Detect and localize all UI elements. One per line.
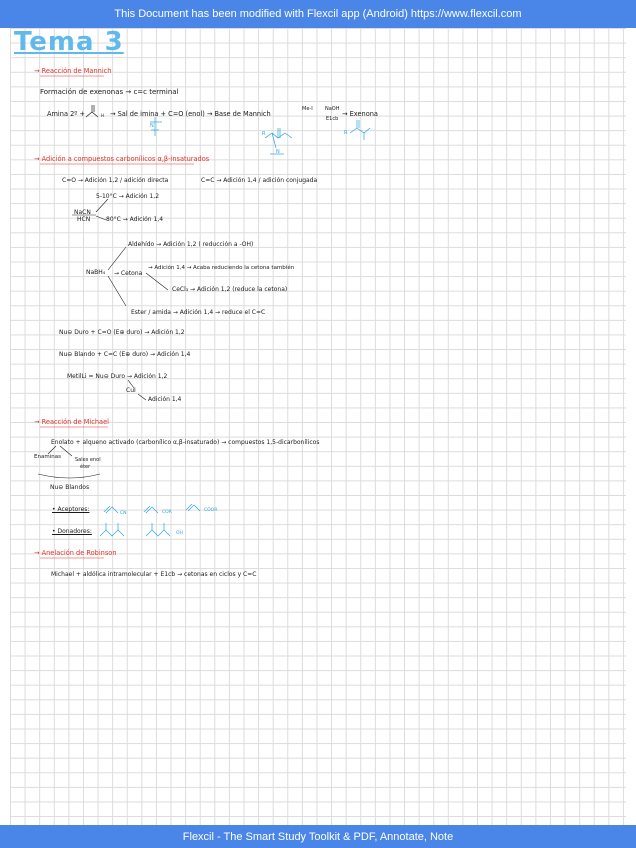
aceptor-cn: CN bbox=[120, 511, 127, 516]
donador-oh: OH bbox=[176, 531, 183, 536]
mannich-line-2: → Sal de imina + C=O (enol) → Base de Mannich bbox=[110, 110, 271, 118]
nacn-branches bbox=[72, 199, 108, 220]
cui-adicion: Adición 1,4 bbox=[148, 396, 182, 403]
michael-heading: → Reacción de Michael bbox=[34, 418, 109, 426]
michael-aceptores: • Aceptores: bbox=[52, 506, 90, 513]
mannich-line-1: Formación de exenonas → c=c terminal bbox=[40, 88, 179, 96]
flexcil-bottom-banner: Flexcil - The Smart Study Toolkit & PDF, Annotate, Note bbox=[0, 825, 636, 848]
aceptores-structures bbox=[104, 504, 200, 513]
flexcil-top-banner: This Document has been modified with Flexcil app (Android) https://www.flexcil.com bbox=[0, 0, 636, 28]
nabh4-cecl3: CeCl₃ → Adición 1,2 (reduce la cetona) bbox=[172, 286, 288, 293]
michael-eter: éter bbox=[80, 464, 91, 470]
mannich-heading: → Reacción de Mannich bbox=[34, 67, 112, 75]
michael-nu-blandos: Nu⊖ Blandos bbox=[50, 484, 90, 491]
cui-branch bbox=[128, 380, 146, 400]
robinson-heading: → Anelación de Robinson bbox=[34, 549, 117, 557]
nabh4-aldehido: Aldehído → Adición 1,2 ( reducción a -OH) bbox=[128, 241, 254, 248]
nabh4-label: NaBH₄ bbox=[86, 269, 106, 276]
iminium-structure bbox=[150, 117, 162, 136]
adicion-c-c: C=C → Adición 1,4 / adición conjugada bbox=[201, 177, 318, 184]
adicion-c-o: C=O → Adición 1,2 / adición directa bbox=[62, 177, 169, 184]
michael-enaminas: Enaminas bbox=[34, 454, 61, 460]
mannich-amina: Amina 2º + bbox=[47, 110, 86, 118]
hcn-label: HCN bbox=[77, 216, 91, 223]
nu-duro-line: Nu⊖ Duro + C=O (E⊕ duro) → Adición 1,2 bbox=[59, 329, 185, 336]
nabh4-cetona-14: → Adición 1,4 → Acaba reduciendo la cetona también bbox=[148, 265, 295, 271]
mannich-exenona: → Exenona bbox=[342, 110, 378, 118]
mannich-iminium-n: N bbox=[150, 123, 154, 129]
mannich-naoh: NaOH bbox=[325, 106, 340, 112]
michael-line-1: Enolato + alqueno activado (carbonílico α,β-insaturado) → compuestos 1,5-dicarbonílicos bbox=[51, 439, 320, 446]
michael-sales: Sales enol bbox=[75, 457, 101, 463]
mannich-mei: Me-I bbox=[302, 106, 313, 112]
mannich-base-n: N bbox=[276, 149, 280, 155]
mannich-e1cb: E1cb bbox=[326, 116, 339, 122]
mannich-base-r: R bbox=[262, 131, 266, 137]
nacn-label: NaCN bbox=[74, 209, 91, 216]
page-title: Tema 3 bbox=[14, 27, 124, 57]
nu-blando-line: Nu⊖ Blando + C=C (E⊕ duro) → Adición 1,4 bbox=[59, 351, 191, 358]
nacn-cold: 5-10°C → Adición 1,2 bbox=[96, 193, 160, 200]
ketone-structure bbox=[86, 105, 98, 117]
mannich-base-structure bbox=[265, 128, 292, 154]
adicion-heading: → Adición a compuestos carbonílicos α,β-insaturados bbox=[34, 155, 210, 163]
aceptor-cor: COR bbox=[162, 510, 172, 515]
metilli-line: MetilLi = Nu⊖ Duro → Adición 1,2 bbox=[67, 373, 168, 380]
michael-donadores: • Donadores: bbox=[52, 528, 92, 535]
mannich-h: H bbox=[101, 113, 105, 118]
nabh4-ester: Ester / amida → Adición 1,4 → reduce el C=C bbox=[131, 309, 266, 316]
robinson-line-1: Michael + aldólica intramolecular + E1cb → cetonas en ciclos y C=C bbox=[51, 571, 257, 578]
mannich-exenona-r: R bbox=[344, 130, 348, 136]
aceptor-coor: COOR bbox=[204, 508, 218, 513]
nacn-warm: 80°C → Adición 1,4 bbox=[106, 216, 164, 223]
donadores-structures bbox=[100, 523, 170, 536]
cui-label: CuI bbox=[126, 387, 136, 394]
nabh4-branches bbox=[108, 247, 168, 306]
nabh4-cetona: → Cetona bbox=[114, 270, 143, 277]
exenona-structure bbox=[350, 120, 370, 140]
enolato-branches bbox=[38, 446, 100, 478]
